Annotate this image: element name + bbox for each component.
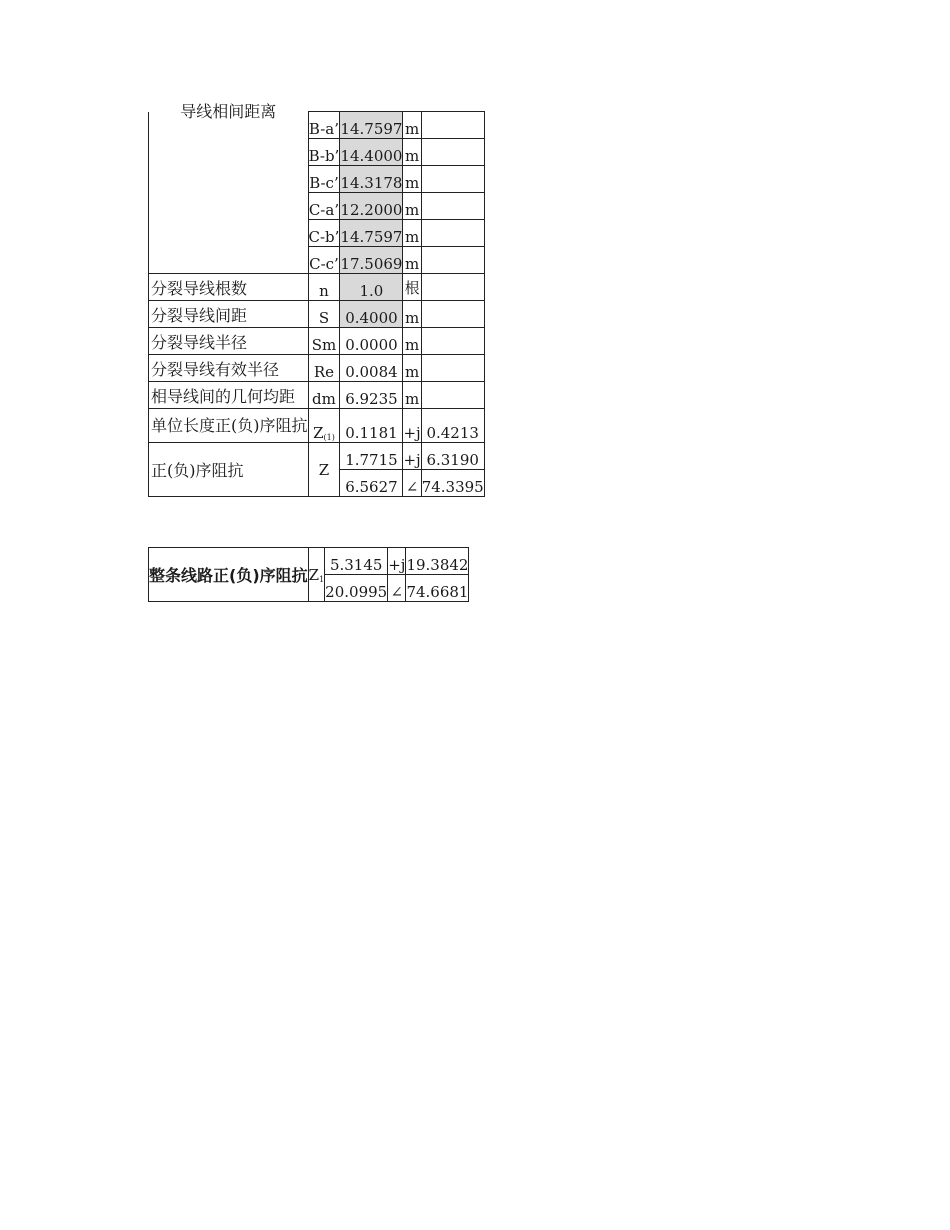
impedance-label: 正(负)序阻抗	[149, 443, 309, 497]
unit-cell: m	[403, 301, 421, 328]
input-value-cell[interactable]: 14.4000	[340, 139, 403, 166]
unit-cell: 根	[403, 274, 421, 301]
table-row	[149, 328, 485, 355]
table-row	[149, 548, 469, 575]
empty-cell	[421, 193, 484, 220]
magnitude-cell: 20.0995	[325, 575, 388, 602]
unit-cell: m	[403, 139, 421, 166]
angle-operator-cell: ∠	[388, 575, 406, 602]
param-label: 分裂导线有效半径	[149, 355, 309, 382]
input-value-cell[interactable]: 14.3178	[340, 166, 403, 193]
unit-cell: m	[403, 328, 421, 355]
empty-cell	[421, 112, 484, 139]
symbol-cell: C-c’	[308, 247, 340, 274]
param-label: 分裂导线半径	[149, 328, 309, 355]
input-value-cell[interactable]: 0.4000	[340, 301, 403, 328]
symbol-cell: S	[308, 301, 340, 328]
unit-cell: m	[403, 382, 421, 409]
value-cell: 6.9235	[340, 382, 403, 409]
symbol-text: Z	[313, 424, 324, 442]
symbol-cell: B-a’	[308, 112, 340, 139]
symbol-text: Z	[308, 565, 320, 584]
distance-group-label: 导线相间距离	[180, 101, 277, 121]
line-impedance-symbol	[308, 548, 325, 602]
table-row	[149, 301, 485, 328]
param-label: 分裂导线根数	[149, 274, 309, 301]
empty-cell	[421, 301, 484, 328]
angle-cell: 74.6681	[406, 575, 469, 602]
empty-cell	[421, 247, 484, 274]
empty-cell	[421, 274, 484, 301]
imag-part-cell: 6.3190	[421, 443, 484, 470]
real-part-cell: 1.7715	[340, 443, 403, 470]
table-row	[149, 382, 485, 409]
real-part-cell: 0.1181	[340, 409, 403, 443]
input-value-cell[interactable]: 1.0	[340, 274, 403, 301]
table-row	[149, 274, 485, 301]
operator-cell: +j	[388, 548, 406, 575]
input-value-cell[interactable]: 14.7597	[340, 112, 403, 139]
real-part-cell: 5.3145	[325, 548, 388, 575]
unit-impedance-symbol	[308, 409, 340, 443]
input-value-cell[interactable]: 17.5069	[340, 247, 403, 274]
angle-cell: 74.3395	[421, 470, 484, 497]
unit-cell: m	[403, 247, 421, 274]
input-value-cell[interactable]: 12.2000	[340, 193, 403, 220]
symbol-cell: C-a’	[308, 193, 340, 220]
unit-cell: m	[403, 220, 421, 247]
distance-group-cell	[149, 101, 309, 274]
symbol-cell: B-c’	[308, 166, 340, 193]
imag-part-cell: 0.4213	[421, 409, 484, 443]
param-label: 相导线间的几何均距	[149, 382, 309, 409]
symbol-cell: Sm	[308, 328, 340, 355]
value-cell: 0.0000	[340, 328, 403, 355]
empty-cell	[421, 220, 484, 247]
table-row	[149, 409, 485, 443]
symbol-subscript: 1	[319, 574, 325, 584]
param-label: 分裂导线间距	[149, 301, 309, 328]
symbol-subscript: (1)	[323, 433, 335, 442]
table-row	[149, 443, 485, 470]
impedance-symbol: Z	[308, 443, 340, 497]
empty-cell	[421, 382, 484, 409]
value-cell: 0.0084	[340, 355, 403, 382]
parameter-table	[148, 101, 485, 497]
symbol-cell: Re	[308, 355, 340, 382]
empty-cell	[421, 355, 484, 382]
magnitude-cell: 6.5627	[340, 470, 403, 497]
line-impedance-label: 整条线路正(负)序阻抗	[149, 548, 309, 602]
empty-cell	[421, 328, 484, 355]
unit-cell: m	[403, 166, 421, 193]
unit-cell: m	[403, 112, 421, 139]
empty-cell	[421, 166, 484, 193]
imag-part-cell: 19.3842	[406, 548, 469, 575]
symbol-cell: n	[308, 274, 340, 301]
empty-cell	[421, 139, 484, 166]
input-value-cell[interactable]: 14.7597	[340, 220, 403, 247]
symbol-cell: C-b’	[308, 220, 340, 247]
operator-cell: +j	[403, 409, 421, 443]
unit-cell: m	[403, 355, 421, 382]
operator-cell: +j	[403, 443, 421, 470]
unit-cell: m	[403, 193, 421, 220]
symbol-cell: B-b’	[308, 139, 340, 166]
line-impedance-table	[148, 547, 469, 602]
table-row	[149, 112, 485, 139]
symbol-cell: dm	[308, 382, 340, 409]
table-row	[149, 355, 485, 382]
angle-operator-cell: ∠	[403, 470, 421, 497]
unit-impedance-label: 单位长度正(负)序阻抗	[149, 409, 309, 443]
